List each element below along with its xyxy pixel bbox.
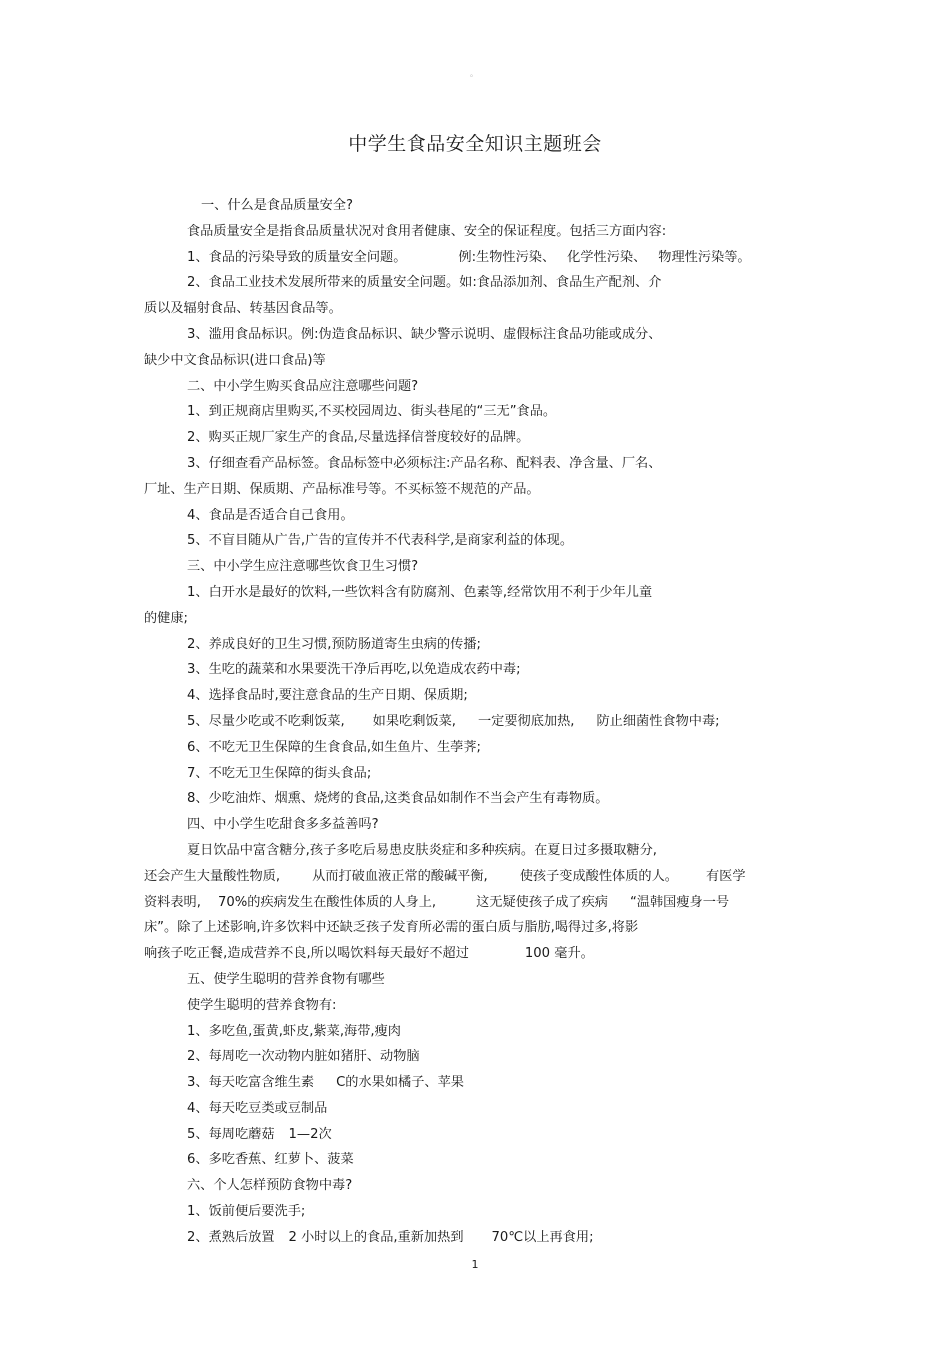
header-mark: 。 — [470, 69, 478, 78]
list-item: 7、不吃无卫生保障的街头食品; — [187, 765, 372, 781]
text-run: 物理性污染等。 — [658, 249, 751, 265]
list-item: 6、不吃无卫生保障的生食食品,如生鱼片、生荸荠; — [187, 739, 481, 755]
list-item: 3、滥用食品标识。例:伪造食品标识、缺少警示说明、虚假标注食品功能或成分、 — [187, 326, 662, 342]
text-run: 1、食品的污染导致的质量安全问题。 — [187, 249, 407, 265]
document-body — [144, 193, 814, 1251]
section-heading: 二、中小学生购买食品应注意哪些问题? — [187, 378, 419, 394]
paragraph: 使学生聪明的营养食物有: — [187, 997, 337, 1013]
list-item: 4、选择食品时,要注意食品的生产日期、保质期; — [187, 688, 468, 704]
list-item: 4、食品是否适合自己食用。 — [187, 507, 354, 523]
text-run: 例:生物性污染、 — [458, 249, 556, 265]
list-item: 1、多吃鱼,蛋黄,虾皮,紫菜,海带,瘦肉 — [187, 1023, 401, 1039]
paragraph: 夏日饮品中富含糖分,孩子多吃后易患皮肤炎症和多种疾病。在夏日过多摄取糖分, — [187, 842, 657, 858]
text-run: C的水果如橘子、苹果 — [336, 1075, 464, 1091]
text-run: 响孩子吃正餐,造成营养不良,所以喝饮料每天最好不超过 — [144, 946, 469, 962]
list-item: 4、每天吃豆类或豆制品 — [187, 1100, 328, 1116]
text-run: 70℃以上再食用; — [491, 1229, 594, 1245]
section-heading: 五、使学生聪明的营养食物有哪些 — [187, 971, 385, 987]
text-run: 如果吃剩饭菜, — [372, 713, 456, 729]
text-run: 这无疑使孩子成了疾病 — [476, 894, 608, 910]
section-heading: 六、个人怎样预防食物中毒? — [187, 1178, 353, 1194]
list-item: 1、到正规商店里购买,不买校园周边、街头巷尾的“三无”食品。 — [187, 404, 557, 420]
section-heading: 三、中小学生应注意哪些饮食卫生习惯? — [187, 559, 419, 575]
text-run: 从而打破血液正常的酸碱平衡, — [312, 868, 488, 884]
list-item-continuation: 厂址、生产日期、保质期、产品标准号等。不买标签不规范的产品。 — [144, 481, 540, 497]
list-item: 2、养成良好的卫生习惯,预防肠道寄生虫病的传播; — [187, 636, 481, 652]
text-run: 2、煮熟后放置 — [187, 1229, 275, 1245]
text-run: 100 毫升。 — [524, 946, 594, 962]
text-run: 5、尽量少吃或不吃剩饭菜, — [187, 713, 345, 729]
text-run: “温韩国瘦身一号 — [629, 894, 730, 910]
list-item: 1、饭前便后要洗手; — [187, 1204, 306, 1220]
text-run: 70%的疾病发生在酸性体质的人身上, — [217, 894, 437, 910]
list-item: 3、仔细查看产品标签。食品标签中必须标注:产品名称、配料表、净含量、厂名、 — [187, 455, 662, 471]
list-item — [144, 709, 814, 735]
paragraph-line — [144, 864, 814, 890]
page-number: 1 — [471, 1258, 479, 1271]
list-item — [144, 1122, 814, 1148]
list-item: 6、多吃香蕉、红萝卜、菠菜 — [187, 1152, 354, 1168]
text-run: 化学性污染、 — [567, 249, 647, 265]
text-run: 有医学 — [705, 868, 746, 884]
text-run: 使孩子变成酸性体质的人。 — [519, 868, 678, 884]
list-item-continuation: 的健康; — [144, 610, 189, 626]
text-run: 5、每周吃蘑菇 — [187, 1126, 275, 1142]
text-run: 2 小时以上的食品,重新加热到 — [288, 1229, 464, 1245]
text-run: 资料表明, — [144, 894, 201, 910]
list-item: 1、白开水是最好的饮料,一些饮料含有防腐剂、色素等,经常饮用不利于少年儿童 — [187, 584, 653, 600]
list-item: 2、每周吃一次动物内脏如猪肝、动物脑 — [187, 1049, 420, 1065]
text-run: 还会产生大量酸性物质, — [144, 868, 281, 884]
section-heading: 四、中小学生吃甜食多多益善吗? — [187, 817, 379, 833]
text-run: 1—2次 — [288, 1126, 332, 1142]
list-item — [144, 1070, 814, 1096]
text-run: 防止细菌性食物中毒; — [596, 713, 720, 729]
list-item: 2、购买正规厂家生产的食品,尽量选择信誉度较好的品牌。 — [187, 430, 530, 446]
section-heading: 一、什么是食品质量安全? — [201, 198, 354, 213]
paragraph-line — [144, 890, 814, 916]
list-item: 3、生吃的蔬菜和水果要洗干净后再吃,以免造成农药中毒; — [187, 662, 521, 678]
text-run: 3、每天吃富含维生素 — [187, 1075, 315, 1091]
page-title: 中学生食品安全知识主题班会 — [348, 133, 602, 155]
paragraph: 食品质量安全是指食品质量状况对食用者健康、安全的保证程度。包括三方面内容: — [187, 223, 667, 239]
text-run: 一定要彻底加热, — [477, 713, 575, 729]
list-item: 5、不盲目随从广告,广告的宣传并不代表科学,是商家利益的体现。 — [187, 533, 574, 549]
list-item-continuation: 缺少中文食品标识(进口食品)等 — [144, 352, 326, 368]
list-item — [144, 1225, 814, 1251]
paragraph-line — [144, 941, 814, 967]
list-item — [144, 245, 814, 271]
paragraph-line: 床”。除了上述影响,许多饮料中还缺乏孩子发育所必需的蛋白质与脂肪,喝得过多,将影 — [144, 920, 639, 936]
list-item: 2、食品工业技术发展所带来的质量安全问题。如:食品添加剂、食品生产配剂、介 — [187, 275, 662, 291]
list-item: 8、少吃油炸、烟熏、烧烤的食品,这类食品如制作不当会产生有毒物质。 — [187, 791, 609, 807]
list-item-continuation: 质以及辐射食品、转基因食品等。 — [144, 301, 342, 317]
